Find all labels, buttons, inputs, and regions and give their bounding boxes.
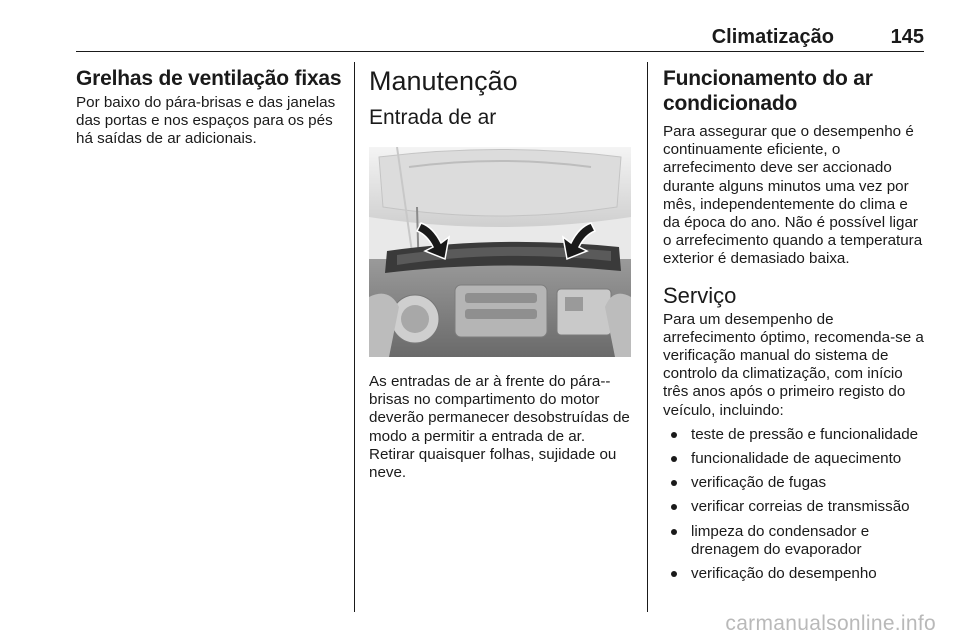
column-air-conditioning [663,66,927,589]
paragraph-ac-operation: Para assegurar que o desempenho é continuamente eficiente, o arrefecimento deve ser accionado durante alguns minutos uma vez por mês, independentemente do clima e da época do ano. Não é possível ligar o arrefecimento quando a temperatura exterior é demasiado baixa. [663,123,923,268]
bullet-icon [671,432,677,438]
list-item: verificar correias de transmissão [663,498,927,516]
paragraph-service: Para um desempenho de arrefecimento óptimo, recomenda-se a verificação manual do sistema de controlo da climatização, com início três anos após o primeiro registo do veículo, incluindo: [663,310,924,419]
header-rule [76,51,924,52]
column-maintenance [369,66,633,482]
heading-fixed-vents: Grelhas de ventilação fixas [76,67,342,90]
page-header [76,26,924,52]
bullet-icon [671,571,677,577]
service-checklist [663,426,927,583]
list-item: teste de pressão e funcionalidade [663,426,927,444]
paragraph-fixed-vents: Por baixo do pára-brisas e das janelas das portas e nos espaços para os pés há saídas de ar adicionais. [76,94,336,148]
column-divider-1 [354,62,355,612]
page-number: 145 [890,26,924,48]
list-item: verificação do desempenho [663,565,927,583]
list-item: verificação de fugas [663,474,927,492]
paragraph-air-intake: As entradas de ar à frente do pára--brisas no compartimento do motor deverão permanecer desobstruídas de modo a permitir a entrada de ar. Retirar quaisquer folhas, sujidade ou neve. [369,373,630,482]
column-divider-2 [647,62,648,612]
engine-bay-illustration-icon [369,147,631,357]
list-item: limpeza do condensador e drenagem do evaporador [663,523,927,559]
heading-service: Serviço [663,282,737,308]
heading-ac-operation: Funcionamento do ar condicionado [663,67,873,115]
column-ventilation [76,66,346,149]
heading-maintenance: Manutenção [369,66,518,96]
heading-air-intake: Entrada de ar [369,106,497,129]
watermark: carmanualsonline.info [725,612,936,635]
bullet-icon [671,456,677,462]
list-item: funcionalidade de aquecimento [663,450,927,468]
bullet-icon [671,529,677,535]
section-title: Climatização [711,26,834,48]
bullet-icon [671,480,677,486]
engine-bay-photo [369,147,631,357]
bullet-icon [671,504,677,510]
